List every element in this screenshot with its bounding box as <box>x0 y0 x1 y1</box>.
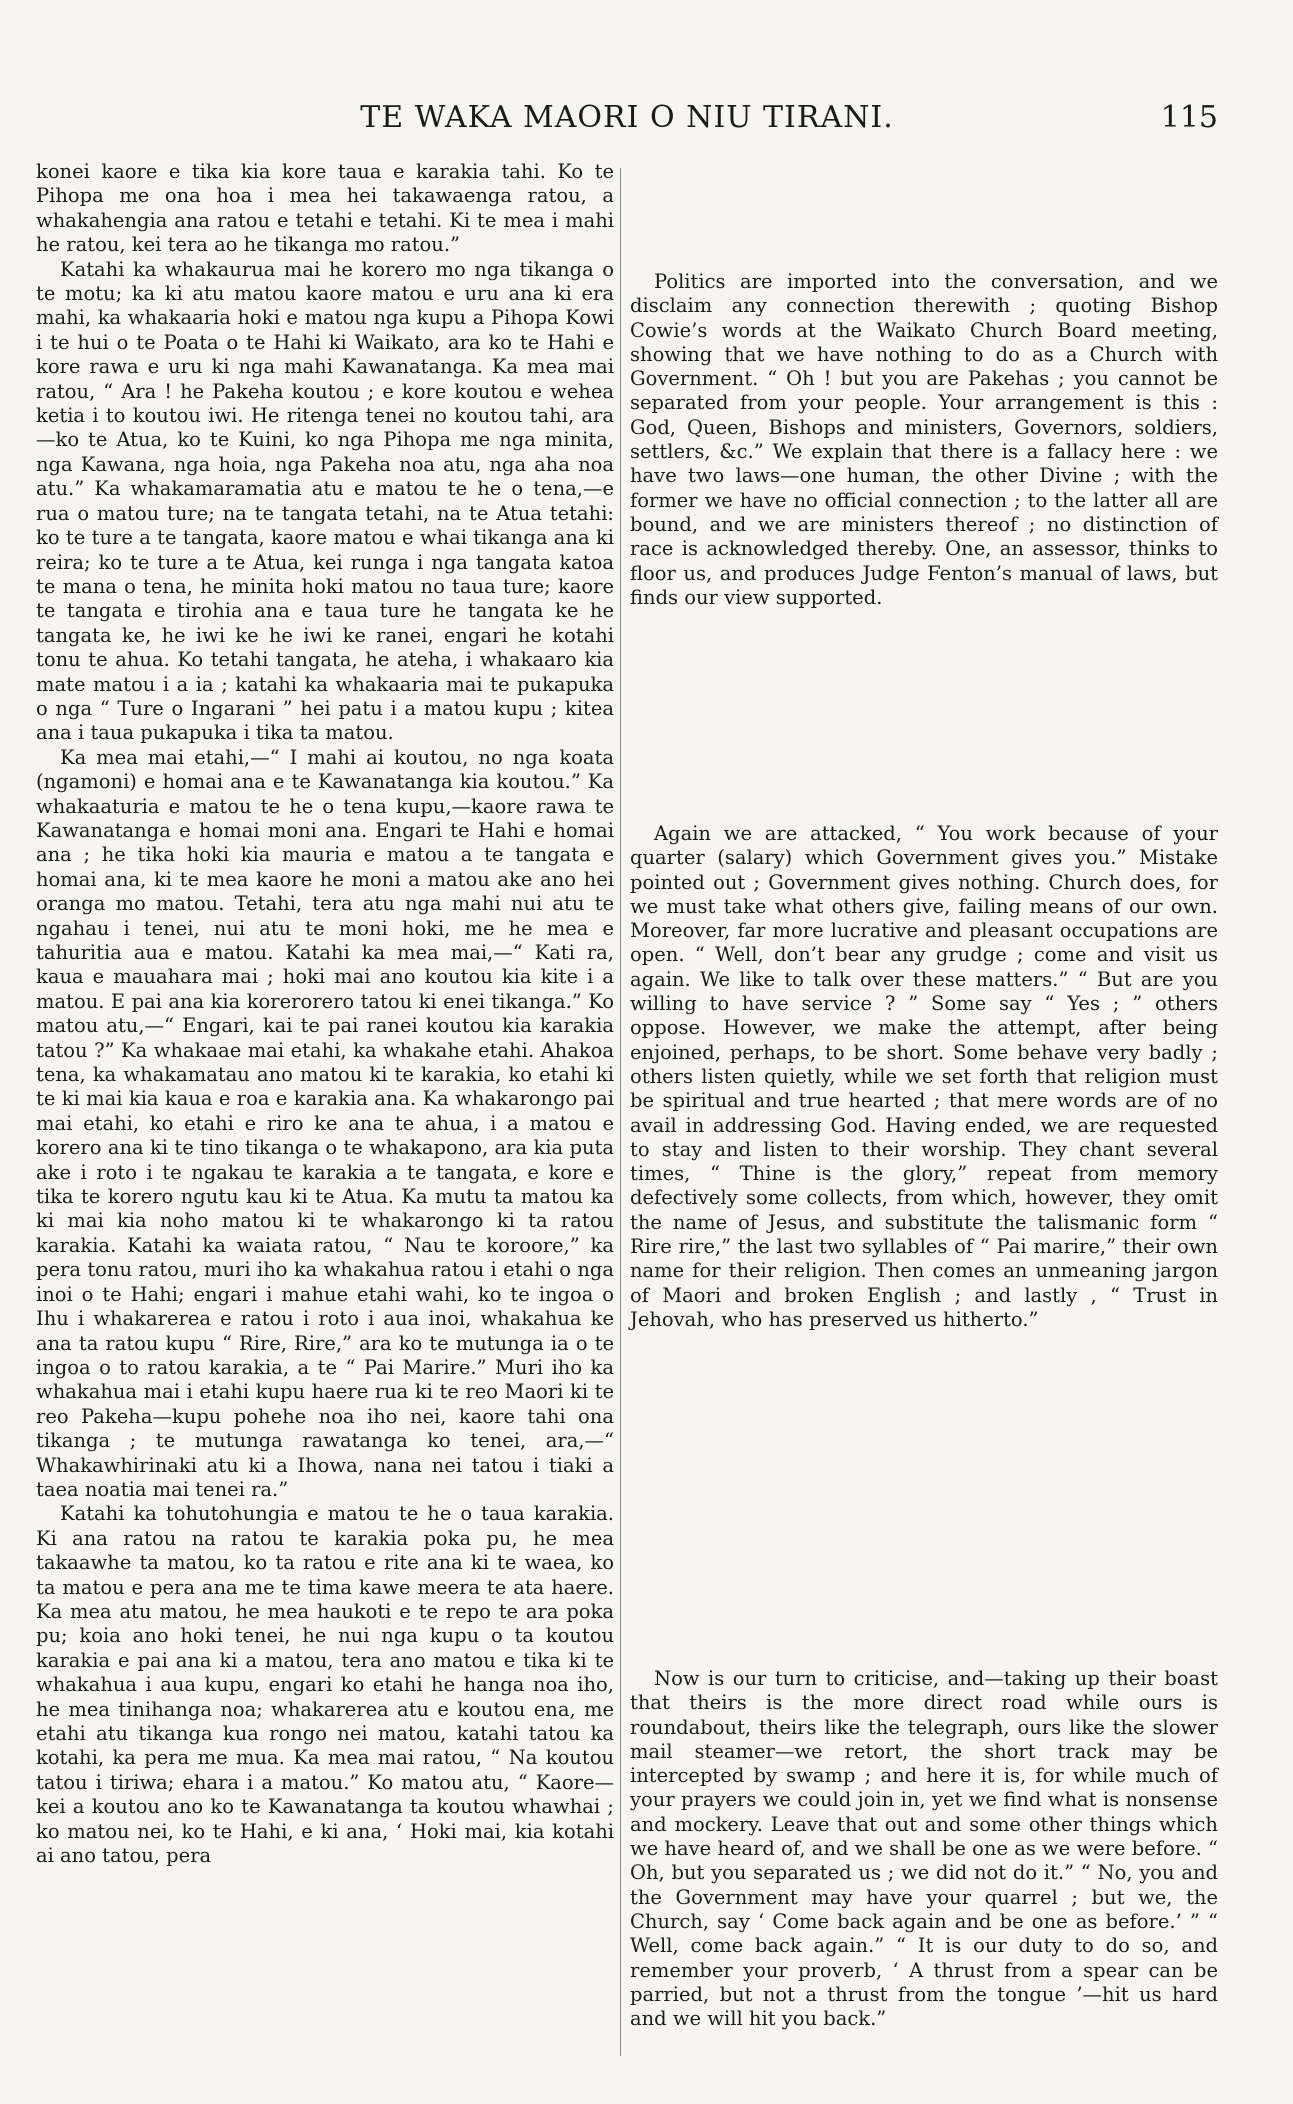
english-paragraph-1: Politics are imported into the conversation, and we disclaim any connection therewith ; quoting Bishop Cowie’s words at the Waikato Church Board meeting, showing that we have nothing to do as a Church with Government. “ Oh ! but you are Pakehas ; you cannot be separated from your people. Your arrangement is this : God, Queen, Bishops and ministers, Governors, soldiers, settlers, &c.” We explain that there is a fallacy here : we have two laws—one human, the other Divine ; with the former we have no official connection ; to the latter all are bound, and we are ministers thereof ; no distinction of race is acknowledged thereby. One, an assessor, thinks to floor us, and produces Judge Fenton’s manual of laws, but finds our view supported. <box>630 270 1218 609</box>
english-block-criticise <box>630 1667 1218 2031</box>
maori-column <box>36 160 614 2060</box>
page-title: TE WAKA MAORI O NIU TIRANI. <box>360 100 894 135</box>
english-paragraph-3: Now is our turn to criticise, and—taking up their boast that theirs is the more direct road while ours is roundabout, theirs like the telegraph, ours like the slower mail steamer—we retort, the short track may be intercepted by swamp ; and here it is, for while much of your prayers we could join in, yet we find what is nonsense and mockery. Leave that out and some other things which we have heard of, and we shall be one as we were before. “ Oh, but you separated us ; we did not do it.” “ No, you and the Government may have your quarrel ; but we, the Church, say ‘ Come back again and be one as before.’ ” “ Well, come back again.” “ It is our duty to do so, and remember your proverb, ‘ A thrust from a spear can be parried, but not a thrust from the tongue ’—hit us hard and we will hit you back.” <box>630 1667 1218 2031</box>
english-block-attacked <box>630 822 1218 1332</box>
maori-paragraph-2: Katahi ka whakaurua mai he korero mo nga tikanga o te motu; ka ki atu matou kaore matou e uru ana ki era mahi, ka whakaaria hoki e matou nga kupu a Pihopa Kowi i te hui o te Poata o te Hahi ki Waikato, ara ko te Hahi e kore rawa e uru ki nga mahi Kawanatanga. Ka mea mai ratou, “ Ara ! he Pakeha koutou ; e kore koutou e wehea ketia i to koutou iwi. He ritenga tenei no koutou tahi, ara—ko te Atua, ko te Kuini, ko nga Pihopa me nga minita, nga Kawana, nga hoia, nga Pakeha noa atu, nga aha noa atu.” Ka whakamaramatia atu e matou te he o tena,—e rua o matou ture; na te tangata tetahi, na te Atua tetahi: ko te ture a te tangata, kaore matou e whai tikanga ana ki reira; ko te ture a te Atua, kei runga i nga tangata katoa te mana o tena, he minita hoki matou no taua ture; kaore te tangata e tirohia ana e taua ture he tangata ke he tangata ke, he iwi ke he iwi ke ranei, engari he kotahi tonu te ahua. Ko tetahi tangata, he ateha, i whakaaro kia mate matou i a ia ; katahi ka whakaaria mai te pukapuka o nga “ Ture o Ingarani ” hei patu i a matou kupu ; kitea ana i taua pukapuka i tika ta matou. <box>36 257 614 745</box>
maori-paragraph-1: konei kaore e tika kia kore taua e karakia tahi. Ko te Pihopa me ona hoa i mea hei takawaenga ratou, a whakahengia ana ratou e tetahi e tetahi. Ki te mea i mahi he ratou, kei tera ao he tikanga mo ratou.” <box>36 160 614 257</box>
page-number: 115 <box>1160 100 1218 135</box>
english-block-politics <box>630 270 1218 610</box>
column-divider <box>620 168 621 2056</box>
maori-paragraph-4: Katahi ka tohutohungia e matou te he o taua karakia. Ki ana ratou na ratou te karakia poka pu, he mea takaawhe ta matou, ko ta ratou e rite ana ki te waea, ko ta matou e pera ana me te tima kawe meera te ata haere. Ka mea atu matou, he mea haukoti e te repo te ara poka pu; koia ano hoki tenei, he nui nga kupu o ta koutou karakia e pai ana ki a matou, tera ano matou e tika ki te whakahua i aua kupu, engari ko etahi he hanga noa iho, he mea tinihanga noa; whakarerea atu e koutou ena, me etahi atu tikanga kua rongo nei matou, katahi tatou ka kotahi, ka pera me mua. Ka mea mai ratou, “ Na koutou tatou i tiriwa; ehara i a matou.” Ko matou atu, “ Kaore—kei a koutou ano ko te Kawanatanga ta koutou whawhai ; ko matou nei, ko te Hahi, e ki ana, ‘ Hoki mai, kia kotahi ai ano tatou, pera <box>36 1502 614 1868</box>
english-paragraph-2: Again we are attacked, “ You work because of your quarter (salary) which Government gives you.” Mistake pointed out ; Government gives nothing. Church does, for we must take what others give, failing means of our own. Moreover, far more lucrative and pleasant occupations are open. “ Well, don’t bear any grudge ; come and visit us again. We like to talk over these matters.” “ But are you willing to have service ? ” Some say “ Yes ; ” others oppose. However, we make the attempt, after being enjoined, perhaps, to be short. Some behave very badly ; others listen quietly, while we set forth that religion must be spiritual and true hearted ; that mere words are of no avail in addressing God. Having ended, we are requested to stay and listen to their worship. They chant several times, “ Thine is the glory,” repeat from memory defectively some collects, from which, however, they omit the name of Jesus, and substitute the talismanic form “ Rire rire,” the last two syllables of “ Pai marire,” their own name for their religion. Then comes an unmeaning jargon of Maori and broken English ; and lastly , “ Trust in Jehovah, who has preserved us hitherto.” <box>630 822 1218 1331</box>
page-header <box>36 100 1218 148</box>
maori-paragraph-3: Ka mea mai etahi,—“ I mahi ai koutou, no nga koata (ngamoni) e homai ana e te Kawanatanga kia koutou.” Ka whakaaturia e matou te he o tena kupu,—kaore rawa te Kawanatanga e homai moni ana. Engari te Hahi e homai ana ; he tika hoki kia mauria e matou a te tangata e homai ana, ki te mea kaore he moni a matou ake ano hei oranga mo matou. Tetahi, tera atu nga mahi nui atu te ngahau i tenei, nui atu te moni hoki, me he mea e tahuritia aua e matou. Katahi ka mea mai,—“ Kati ra, kaua e mauahara mai ; hoki mai ano koutou kia kite i a matou. E pai ana kia korerorero tatou ki enei tikanga.” Ko matou atu,—“ Engari, kai te pai ranei koutou kia karakia tatou ?” Ka whakaae mai etahi, ka whakahe etahi. Ahakoa tena, ka whakamatau ano matou ki te karakia, ko etahi ki te ki mai kia kaua e roa e karakia ana. Ka whakarongo pai mai etahi, ko etahi e riro ke ana te ahua, i a matou e korero ana ki te tino tikanga o te whakapono, ara kia puta ake i roto i te ngakau te karakia a te tangata, e kore e tika te korero ngutu kau ki te Atua. Ka mutu ta matou ka ki mai kia noho matou ki te whakarongo ki ta ratou karakia. Katahi ka waiata ratou, “ Nau te koroore,” ka pera tonu ratou, muri iho ka whakahua ratou i etahi o nga inoi o te Hahi; engari i mahue etahi wahi, ko te ingoa o Ihu i whakarerea e ratou i roto i aua inoi, whakahua ke ana ta ratou kupu “ Rire, Rire,” ara ko te mutunga ia o te ingoa o to ratou karakia, a te “ Pai Marire.” Muri iho ka whakahua mai i etahi kupu haere rua ki te reo Maori ki te reo Pakeha—kupu pohehe noa iho nei, kaore tahi ona tikanga ; te mutunga rawatanga ko tenei, ara,—“ Whakawhirinaki atu ki a Ihowa, nana nei tatou i tiaki a taea noatia mai tenei ra.” <box>36 745 614 1501</box>
